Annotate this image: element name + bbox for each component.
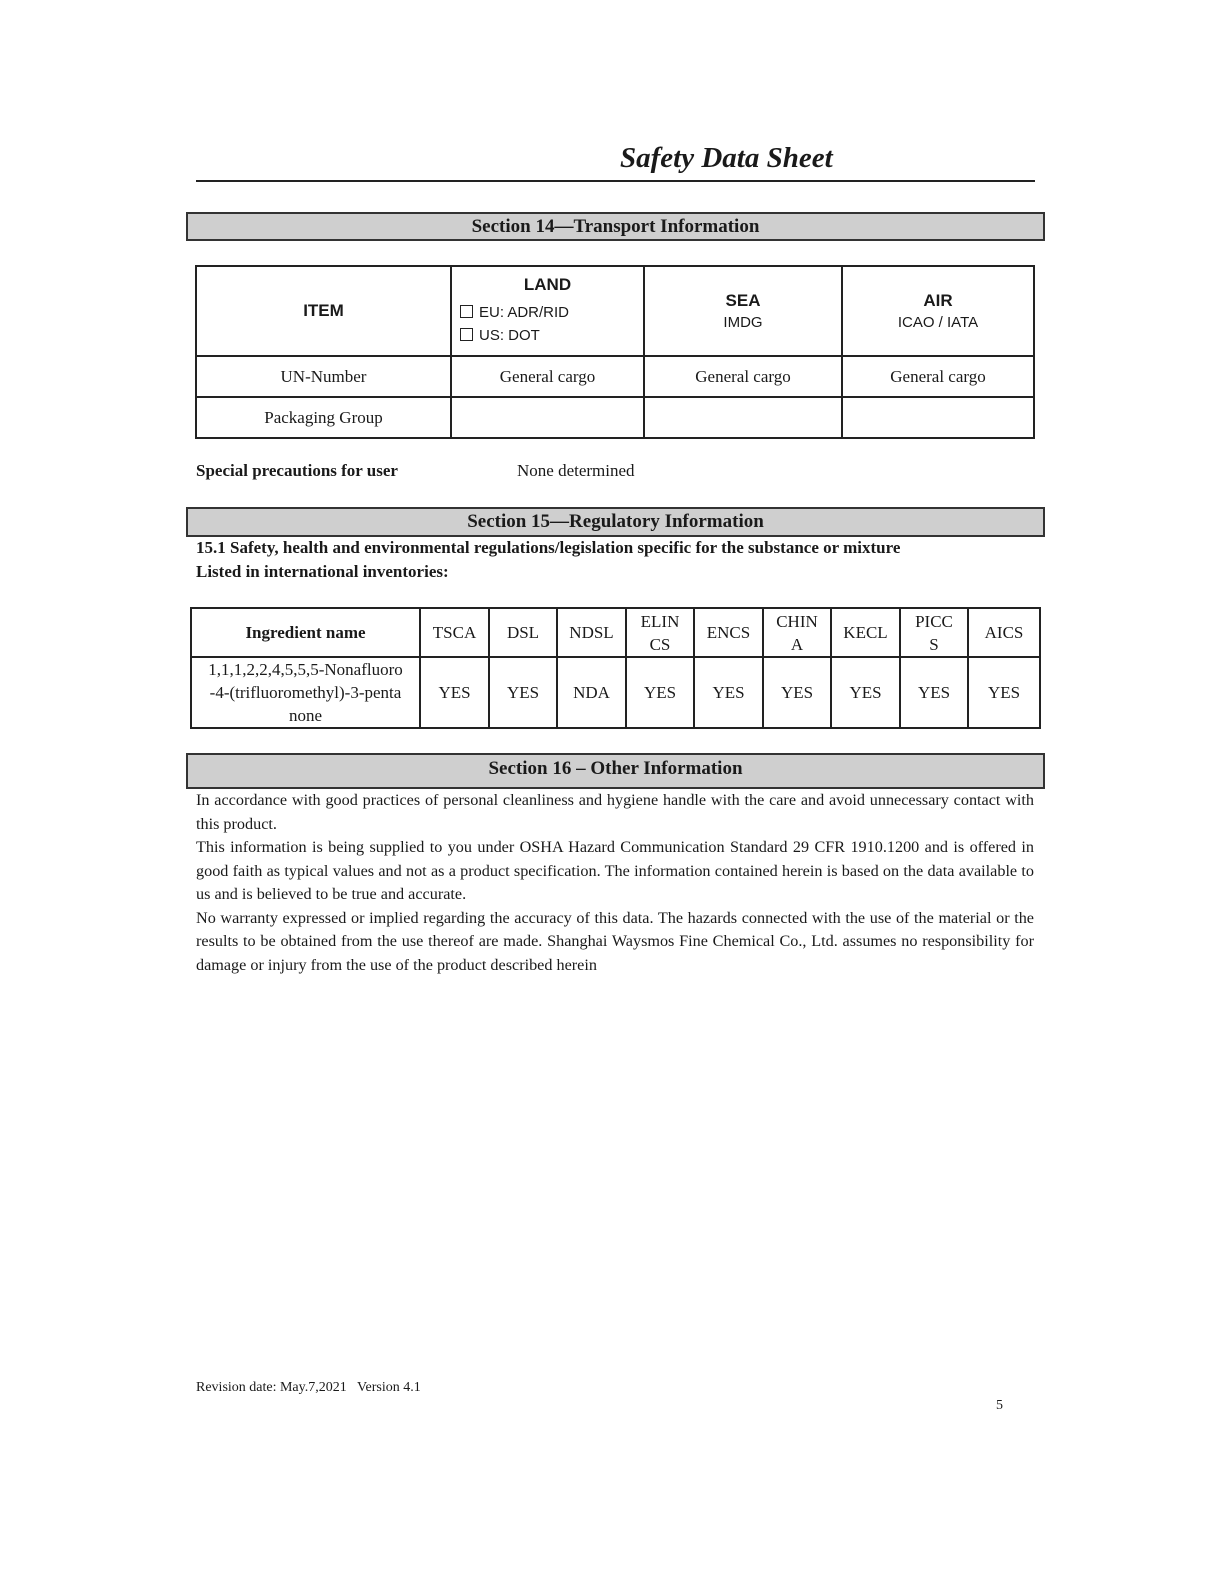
ingredient-name-line1: 1,1,1,2,2,4,5,5,5-Nonafluoro xyxy=(208,660,403,679)
section-14-header: Section 14—Transport Information xyxy=(186,212,1045,241)
page-number: 5 xyxy=(996,1398,1003,1413)
ndsl-value: NDA xyxy=(557,657,626,728)
regulations-subheading: 15.1 Safety, health and environmental regulations/legislation specific for the substance or mixture xyxy=(196,538,901,557)
piccs-value: YES xyxy=(900,657,968,728)
elincs-header xyxy=(626,608,694,657)
elincs-header-line1: ELIN xyxy=(640,611,680,631)
inventory-header-row xyxy=(191,608,1040,657)
elincs-value: YES xyxy=(626,657,694,728)
ingredient-header: Ingredient name xyxy=(191,608,420,657)
sea-header xyxy=(644,266,842,356)
elincs-header-line2: CS xyxy=(649,634,671,654)
piccs-header-line2: S xyxy=(929,634,939,654)
transport-header-row xyxy=(196,266,1034,356)
table-row xyxy=(196,356,1034,397)
table-cell xyxy=(451,397,644,438)
row-label: Packaging Group xyxy=(196,397,451,438)
land-option-eu-label: EU: ADR/RID xyxy=(479,304,570,321)
ingredient-name xyxy=(191,657,420,728)
china-header-line2: A xyxy=(790,634,804,654)
other-info-paragraph: This information is being supplied to you under OSHA Hazard Communication Standard 29 CFR 1910.1200 and is offered in good faith as typical values and not as a product specification. The information contained herein is based on the data available to us and is believed to be true and accurate. xyxy=(196,838,1034,903)
special-precautions-label: Special precautions for user xyxy=(196,461,398,480)
aics-value: YES xyxy=(968,657,1040,728)
checkbox-icon xyxy=(460,305,473,318)
document-title: Safety Data Sheet xyxy=(620,142,833,174)
section-15-header: Section 15—Regulatory Information xyxy=(186,507,1045,537)
sea-sub: IMDG xyxy=(723,314,763,331)
land-title: LAND xyxy=(523,275,572,294)
aics-header: AICS xyxy=(968,608,1040,657)
row-label: UN-Number xyxy=(196,356,451,397)
item-header: ITEM xyxy=(196,266,451,356)
inventories-label: Listed in international inventories: xyxy=(196,562,449,581)
ingredient-name-line3: none xyxy=(288,706,323,725)
title-divider xyxy=(196,180,1035,182)
tsca-header: TSCA xyxy=(420,608,489,657)
china-header-line1: CHIN xyxy=(776,611,818,631)
table-cell xyxy=(842,397,1034,438)
air-sub: ICAO / IATA xyxy=(897,314,979,331)
land-option-us xyxy=(460,324,643,347)
table-cell: General cargo xyxy=(842,356,1034,397)
piccs-header xyxy=(900,608,968,657)
ndsl-header: NDSL xyxy=(557,608,626,657)
inventory-table xyxy=(190,607,1041,729)
table-row xyxy=(191,657,1040,728)
tsca-value: YES xyxy=(420,657,489,728)
sea-title: SEA xyxy=(725,291,761,310)
section-16-header: Section 16 – Other Information xyxy=(186,753,1045,789)
dsl-value: YES xyxy=(489,657,557,728)
revision-date: Revision date: May.7,2021 Version 4.1 xyxy=(196,1380,421,1395)
table-row xyxy=(196,397,1034,438)
checkbox-icon xyxy=(460,328,473,341)
air-title: AIR xyxy=(923,291,953,310)
air-header xyxy=(842,266,1034,356)
transport-table xyxy=(195,265,1035,439)
china-value: YES xyxy=(763,657,831,728)
table-cell xyxy=(644,397,842,438)
other-information-text xyxy=(196,789,1034,977)
piccs-header-line1: PICC xyxy=(915,611,953,631)
kecl-header: KECL xyxy=(831,608,900,657)
ingredient-name-line2: -4-(trifluoromethyl)-3-penta xyxy=(209,683,402,702)
land-header xyxy=(451,266,644,356)
table-cell: General cargo xyxy=(451,356,644,397)
table-cell: General cargo xyxy=(644,356,842,397)
other-info-paragraph: In accordance with good practices of personal cleanliness and hygiene handle with the care and avoid unnecessary contact with this product. xyxy=(196,791,1034,833)
encs-header: ENCS xyxy=(694,608,763,657)
special-precautions-value: None determined xyxy=(517,461,635,480)
kecl-value: YES xyxy=(831,657,900,728)
china-header xyxy=(763,608,831,657)
dsl-header: DSL xyxy=(489,608,557,657)
land-option-eu xyxy=(460,301,643,324)
land-option-us-label: US: DOT xyxy=(479,327,540,344)
other-info-paragraph: No warranty expressed or implied regarding the accuracy of this data. The hazards connected with the use of the material or the results to be obtained from the use thereof are made. Shanghai Waysmos Fine Chemical Co., Ltd. assumes no responsibility for damage or injury from the use of the product described herein xyxy=(196,908,1034,974)
encs-value: YES xyxy=(694,657,763,728)
